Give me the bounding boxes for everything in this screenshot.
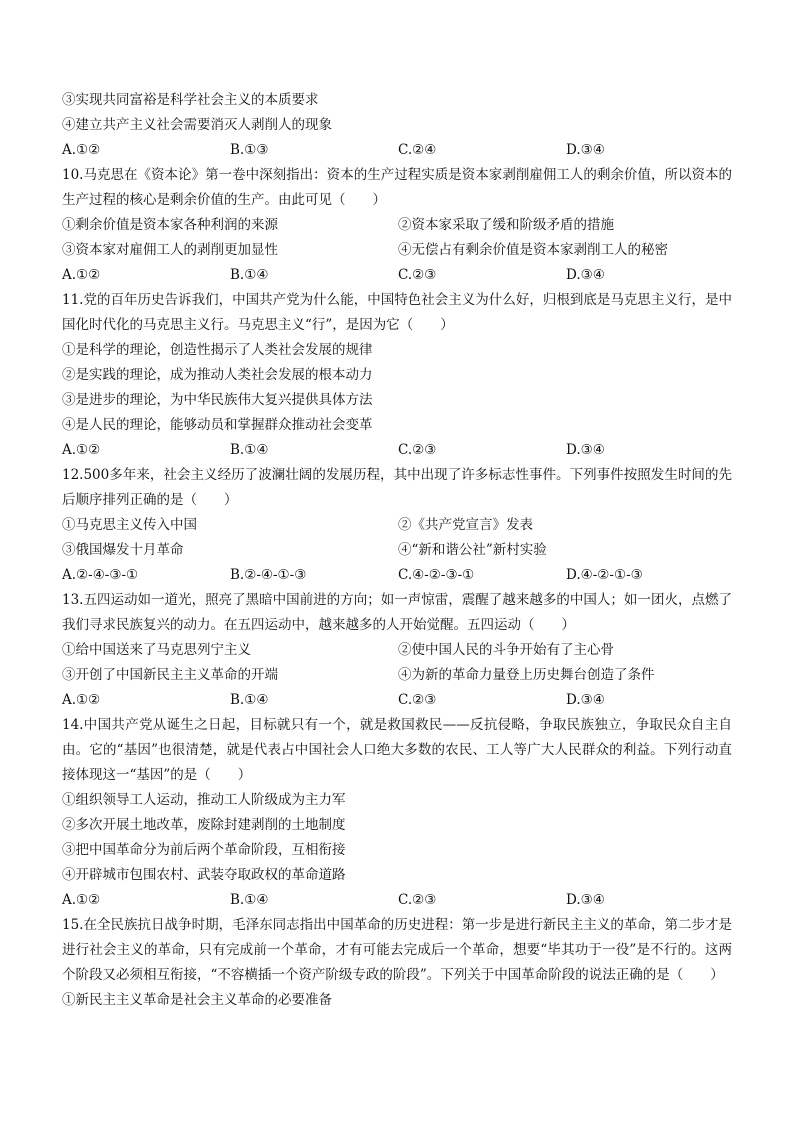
q10-statements-row-2 [62,238,732,263]
q10-option-c: C.②③ [398,267,437,283]
q10-statement-2: ②资本家采取了缓和阶级矛盾的措施 [398,217,614,233]
q12-statement-4: ④“新和谐公社”新村实验 [398,542,547,558]
q9-option-c: C.②④ [398,142,437,158]
q10-option-d: D.③④ [566,267,605,283]
q13-option-b: B.①④ [230,692,269,708]
q9-statement-4: ④建立共产主义社会需要消灭人剥削人的现象 [62,117,332,133]
q10-stem: 10.马克思在《资本论》第一卷中深刻指出：资本的生产过程实质是资本家剥削雇佣工人的剩余价值，所以资本的生产过程的核心是剩余价值的生产。由此可见（ ） [62,167,732,208]
q12-option-d: D.④-②-①-③ [566,567,643,583]
q10-options [62,263,732,288]
q10-statement-4: ④无偿占有剩余价值是资本家剥削工人的秘密 [398,242,668,258]
q12-statement-1: ①马克思主义传入中国 [62,517,197,533]
q9-options [62,138,732,163]
q12-statement-2: ②《共产党宣言》发表 [398,517,533,533]
q11-statement-3: ③是进步的理论，为中华民族伟大复兴提供具体方法 [62,392,373,408]
q9-option-a: A.①② [62,142,101,158]
q13-statements-row-1 [62,638,732,663]
q13-statement-1: ①给中国送来了马克思列宁主义 [62,642,251,658]
q12-stem: 12.500多年来，社会主义经历了波澜壮阔的发展历程，其中出现了许多标志性事件。下列事件按照发生时间的先后顺序排列正确的是（ ） [62,467,732,508]
q12-option-b: B.②-④-①-③ [230,567,307,583]
q11-option-a: A.①② [62,442,101,458]
q13-options [62,688,732,713]
q14-stem: 14.中国共产党从诞生之日起，目标就只有一个，就是救国救民——反抗侵略，争取民族独立，争取民众自主自由。它的“基因”也很清楚，就是代表占中国社会人口绝大多数的农民、工人等广大人民群众的利益。下列行动直接体现这一“基因”的是（ ） [62,717,732,783]
q14-statement-3: ③把中国革命分为前后两个革命阶段，互相衔接 [62,842,346,858]
q14-options [62,888,732,913]
q9-statement-3: ③实现共同富裕是科学社会主义的本质要求 [62,92,319,108]
q11-option-c: C.②③ [398,442,437,458]
q13-stem: 13.五四运动如一道光，照亮了黑暗中国前进的方向；如一声惊雷，震醒了越来越多的中国人；如一团火，点燃了我们寻求民族复兴的动力。在五四运动中，越来越多的人开始觉醒。五四运动（ ） [62,592,732,633]
q10-option-b: B.①④ [230,267,269,283]
q13-option-d: D.③④ [566,692,605,708]
q12-options [62,563,732,588]
q14-statement-4: ④开辟城市包围农村、武装夺取政权的革命道路 [62,867,346,883]
q14-statement-1: ①组织领导工人运动，推动工人阶级成为主力军 [62,792,346,808]
q12-statement-3: ③俄国爆发十月革命 [62,542,184,558]
q11-stem: 11.党的百年历史告诉我们，中国共产党为什么能，中国特色社会主义为什么好，归根到底是马克思主义行，是中国化时代化的马克思主义行。马克思主义“行”，是因为它（ ） [62,292,732,333]
q12-statements-row-2 [62,538,732,563]
q13-option-c: C.②③ [398,692,437,708]
q12-option-c: C.④-②-③-① [398,567,475,583]
q13-statement-4: ④为新的革命力量登上历史舞台创造了条件 [398,667,655,683]
q11-option-d: D.③④ [566,442,605,458]
q11-statement-4: ④是人民的理论，能够动员和掌握群众推动社会变革 [62,417,373,433]
q10-option-a: A.①② [62,267,101,283]
q9-option-d: D.③④ [566,142,605,158]
q13-option-a: A.①② [62,692,101,708]
exam-page [62,88,732,1013]
q13-statement-2: ②使中国人民的斗争开始有了主心骨 [398,642,614,658]
q14-option-b: B.①④ [230,892,269,908]
q13-statements-row-2 [62,663,732,688]
q9-option-b: B.①③ [230,142,269,158]
q15-statement-1: ①新民主主义革命是社会主义革命的必要准备 [62,992,332,1008]
q14-option-a: A.①② [62,892,101,908]
q14-option-c: C.②③ [398,892,437,908]
q13-statement-3: ③开创了中国新民主主义革命的开端 [62,667,278,683]
q14-statement-2: ②多次开展土地改革，废除封建剥削的土地制度 [62,817,346,833]
q11-statement-2: ②是实践的理论，成为推动人类社会发展的根本动力 [62,367,373,383]
q11-options [62,438,732,463]
q10-statement-1: ①剩余价值是资本家各种利润的来源 [62,217,278,233]
q10-statement-3: ③资本家对雇佣工人的剥削更加显性 [62,242,278,258]
q12-statements-row-1 [62,513,732,538]
q11-statement-1: ①是科学的理论，创造性揭示了人类社会发展的规律 [62,342,373,358]
q11-option-b: B.①④ [230,442,269,458]
q10-statements-row-1 [62,213,732,238]
q15-stem: 15.在全民族抗日战争时期，毛泽东同志指出中国革命的历史进程：第一步是进行新民主主义的革命，第二步才是进行社会主义的革命，只有完成前一个革命，才有可能去完成后一个革命，想要“毕其功于一役”是不行的。这两个阶段又必须相互衔接，“不容横插一个资产阶级专政的阶段”。下列关于中国革命阶段的说法正确的是（ ） [62,917,732,983]
q14-option-d: D.③④ [566,892,605,908]
q12-option-a: A.②-④-③-① [62,567,139,583]
